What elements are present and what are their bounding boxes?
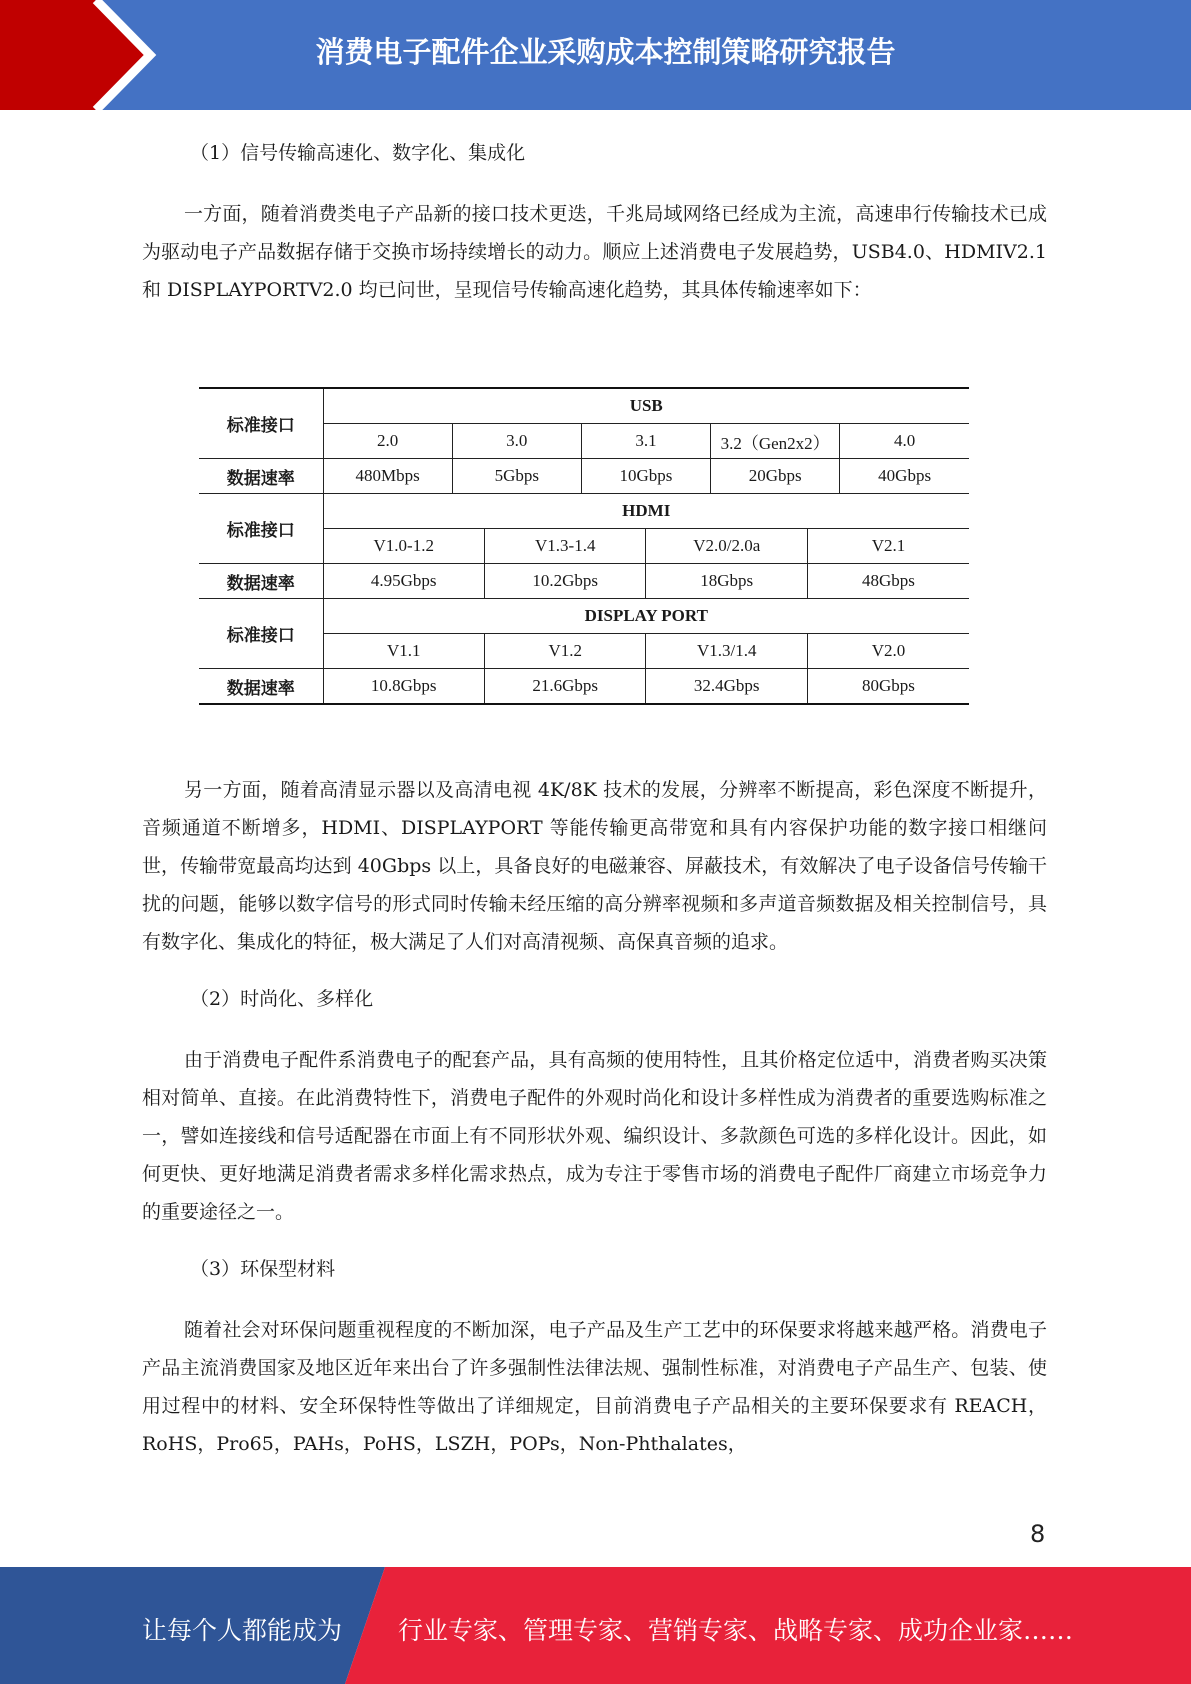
usb-rate: 10Gbps <box>581 459 710 494</box>
page-header <box>0 0 1191 110</box>
section-1-paragraph-2: 另一方面，随着高清显示器以及高清电视 4K/8K 技术的发展，分辨率不断提高，彩色深度不断提升，音频通道不断增多，HDMI、DISPLAYPORT 等能传输更高带宽和具有内容保护功能的数字接口相继问世，传输带宽最高均达到 40Gbps 以上，具备良好的电磁兼容、屏蔽技术，有效解决了电子设备信号传输干扰的问题，能够以数字信号的形式同时传输未经压缩的高分辨率视频和多声道音频数据及相关控制信号，具有数字化、集成化的特征，极大满足了人们对高清视频、高保真音频的追求。 <box>142 779 1047 953</box>
dp-version: V1.2 <box>484 634 645 669</box>
report-title: 消费电子配件企业采购成本控制策略研究报告 <box>315 35 896 69</box>
hdmi-group-title: HDMI <box>323 494 969 529</box>
dp-rate: 21.6Gbps <box>484 669 645 705</box>
usb-version: 4.0 <box>840 424 969 459</box>
hdmi-version: V1.0-1.2 <box>323 529 484 564</box>
footer-slogan-right: 行业专家、管理专家、营销专家、战略专家、成功企业家…… <box>398 1616 1074 1645</box>
hdmi-interface-label: 标准接口 <box>199 494 323 564</box>
dp-rate: 80Gbps <box>807 669 969 705</box>
hdmi-version: V1.3-1.4 <box>484 529 645 564</box>
usb-rate: 480Mbps <box>323 459 452 494</box>
usb-version: 3.1 <box>581 424 710 459</box>
page-content <box>142 138 1047 332</box>
usb-rate: 40Gbps <box>840 459 969 494</box>
dp-interface-label: 标准接口 <box>199 599 323 669</box>
dp-rate-label: 数据速率 <box>199 669 323 705</box>
page-content-continued <box>142 771 1047 1486</box>
section-1-heading: （1）信号传输高速化、数字化、集成化 <box>190 142 526 164</box>
usb-rate-label: 数据速率 <box>199 459 323 494</box>
footer-slogan-left: 让每个人都能成为 <box>142 1616 343 1645</box>
section-1-paragraph-1: 一方面，随着消费类电子产品新的接口技术更迭，千兆局域网络已经成为主流，高速串行传输技术已成为驱动电子产品数据存储于交换市场持续增长的动力。顺应上述消费电子发展趋势，USB4.0、HDMIV2.1 和 DISPLAYPORTV2.0 均已问世，呈现信号传输高速化趋势，其具体传输速率如下： <box>142 203 1047 301</box>
hdmi-rate-label: 数据速率 <box>199 564 323 599</box>
hdmi-version: V2.0/2.0a <box>646 529 807 564</box>
hdmi-rate: 10.2Gbps <box>484 564 645 599</box>
dp-version: V1.3/1.4 <box>646 634 807 669</box>
usb-rate: 5Gbps <box>452 459 581 494</box>
usb-version: 3.2（Gen2x2） <box>711 424 840 459</box>
section-3-paragraph: 随着社会对环保问题重视程度的不断加深，电子产品及生产工艺中的环保要求将越来越严格。消费电子产品主流消费国家及地区近年来出台了许多强制性法律法规、强制性标准，对消费电子产品生产、包装、使用过程中的材料、安全环保特性等做出了详细规定，目前消费电子产品相关的主要环保要求有 REACH，RoHS，Pro65，PAHs，PoHS，LSZH，POPs，Non-Phthalates， <box>142 1319 1047 1455</box>
hdmi-rate: 48Gbps <box>807 564 969 599</box>
interface-speed-table <box>199 387 969 725</box>
usb-version: 2.0 <box>323 424 452 459</box>
usb-group-title: USB <box>323 388 969 424</box>
hdmi-version: V2.1 <box>807 529 969 564</box>
page-number: 8 <box>1030 1520 1046 1548</box>
usb-interface-label: 标准接口 <box>199 388 323 459</box>
hdmi-rate: 18Gbps <box>646 564 807 599</box>
usb-version: 3.0 <box>452 424 581 459</box>
section-2-heading: （2）时尚化、多样化 <box>190 988 374 1010</box>
dp-rate: 32.4Gbps <box>646 669 807 705</box>
hdmi-rate: 4.95Gbps <box>323 564 484 599</box>
section-2-paragraph: 由于消费电子配件系消费电子的配套产品，具有高频的使用特性，且其价格定位适中，消费者购买决策相对简单、直接。在此消费特性下，消费电子配件的外观时尚化和设计多样性成为消费者的重要选购标准之一，譬如连接线和信号适配器在市面上有不同形状外观、编织设计、多款颜色可选的多样化设计。因此，如何更快、更好地满足消费者需求多样化需求热点，成为专注于零售市场的消费电子配件厂商建立市场竞争力的重要途径之一。 <box>142 1049 1047 1223</box>
usb-rate: 20Gbps <box>711 459 840 494</box>
dp-rate: 10.8Gbps <box>323 669 484 705</box>
dp-version: V2.0 <box>807 634 969 669</box>
dp-group-title: DISPLAY PORT <box>323 599 969 634</box>
section-3-heading: （3）环保型材料 <box>190 1258 336 1280</box>
dp-version: V1.1 <box>323 634 484 669</box>
